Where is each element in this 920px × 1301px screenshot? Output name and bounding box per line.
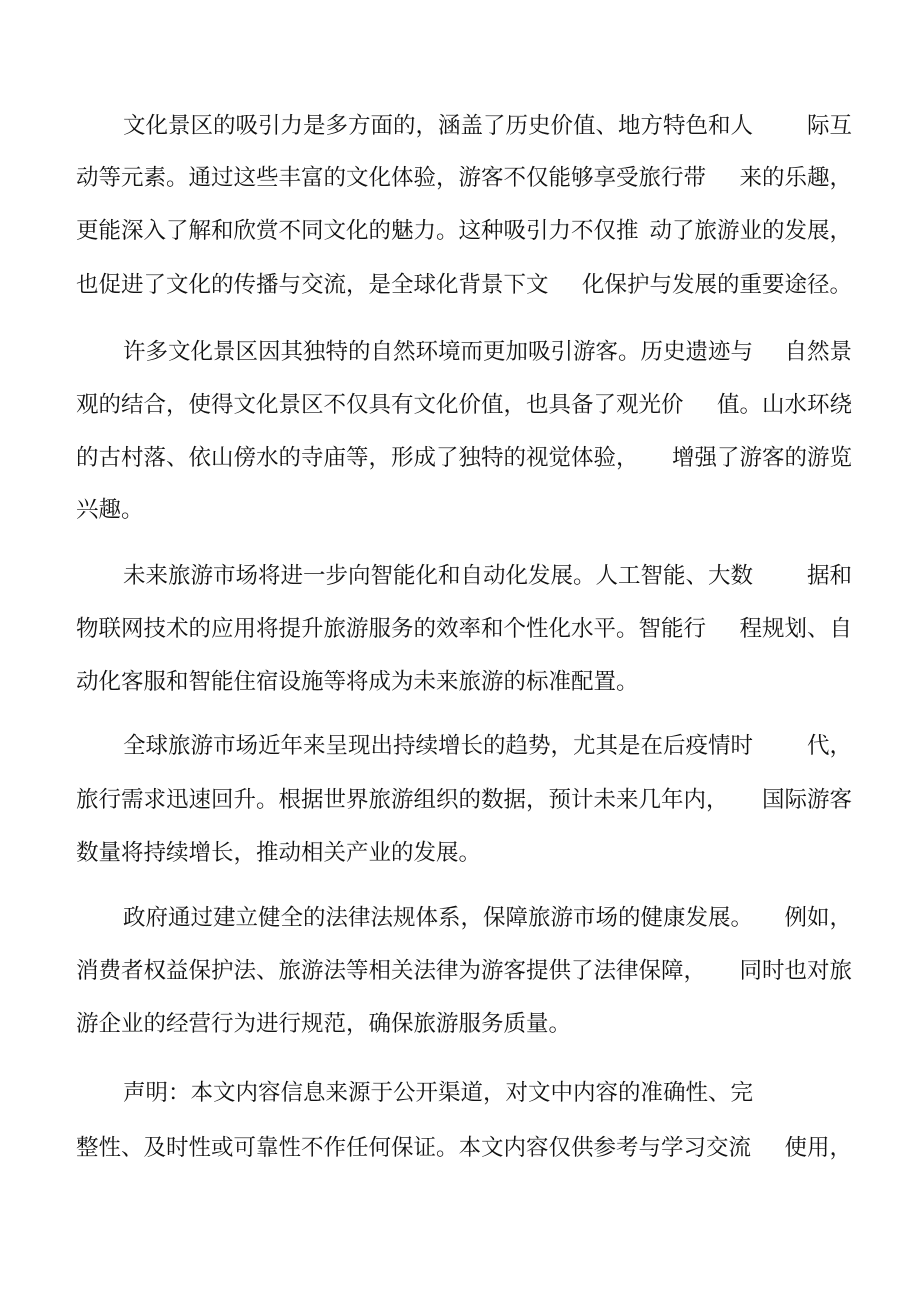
text-segment: 整性、及时性或可靠性不作任何保证。本文内容仅供参考与学习交流 [76, 1135, 752, 1161]
text-segment: 全球旅游市场近年来呈现出持续增长的趋势，尤其是在后疫情时 [123, 733, 754, 759]
paragraph-4-line-3 [76, 838, 852, 868]
text-segment: 国际游客 [761, 787, 852, 813]
text-segment: 增强了游客的游览 [671, 445, 852, 471]
paragraph-1-line-3 [76, 216, 852, 246]
paragraph-3-line-3 [76, 667, 852, 697]
text-segment: 许多文化景区因其独特的自然环境而更加吸引游客。历史遗迹与 [123, 339, 754, 365]
text-segment: 际互 [806, 113, 852, 139]
text-segment: 游企业的经营行为进行规范，确保旅游服务质量。 [76, 1011, 572, 1037]
text-segment: 政府通过建立健全的法律法规体系，保障旅游市场的健康发展。 [123, 905, 754, 931]
text-segment: 程规划、自 [739, 616, 852, 642]
text-segment: 声明：本文内容信息来源于公开渠道，对文中内容的准确性、完 [123, 1080, 754, 1106]
text-segment: 据和 [806, 563, 852, 589]
text-segment: 消费者权益保护法、旅游法等相关法律为游客提供了法律保障， [76, 958, 707, 984]
disclaimer-line-2 [76, 1133, 852, 1163]
text-segment: 观的结合，使得文化景区不仅具有文化价值，也具备了观光价 [76, 392, 684, 418]
text-segment: 的古村落、依山傍水的寺庙等，形成了独特的视觉体验， [76, 445, 639, 471]
text-segment: 代， [806, 733, 852, 759]
paragraph-3-line-2 [76, 614, 852, 644]
paragraph-1-line-2 [76, 163, 852, 193]
text-segment: 文化景区的吸引力是多方面的，涵盖了历史价值、地方特色和人 [123, 113, 754, 139]
text-segment: 未来旅游市场将进一步向智能化和自动化发展。人工智能、大数 [123, 563, 754, 589]
paragraph-5-line-3 [76, 1009, 852, 1039]
text-segment: 更能深入了解和欣赏不同文化的魅力。这种吸引力不仅推 [76, 218, 639, 244]
text-segment: 旅行需求迅速回升。根据世界旅游组织的数据，预计未来几年内， [76, 787, 729, 813]
text-segment: 动化客服和智能住宿设施等将成为未来旅游的标准配置。 [76, 669, 639, 695]
paragraph-1-line-1 [123, 111, 852, 141]
paragraph-5-line-2 [76, 956, 852, 986]
text-segment: 数量将持续增长，推动相关产业的发展。 [76, 840, 482, 866]
text-segment: 物联网技术的应用将提升旅游服务的效率和个性化水平。智能行 [76, 616, 707, 642]
paragraph-2-line-3 [76, 443, 852, 473]
text-segment: 来的乐趣， [739, 165, 852, 191]
paragraph-4-line-2 [76, 785, 852, 815]
text-segment: 也促进了文化的传播与交流，是全球化背景下文 [76, 272, 549, 298]
disclaimer-line-1 [123, 1078, 852, 1108]
text-segment: 同时也对旅 [739, 958, 852, 984]
text-segment: 值。山水环绕 [716, 392, 852, 418]
paragraph-5-line-1 [123, 903, 852, 933]
text-segment: 化保护与发展的重要途径。 [581, 272, 852, 298]
text-segment: 动了旅游业的发展， [649, 218, 852, 244]
text-segment: 兴趣。 [76, 497, 144, 523]
paragraph-1-line-4 [76, 270, 852, 300]
paragraph-2-line-2 [76, 390, 852, 420]
paragraph-4-line-1 [123, 731, 852, 761]
text-segment: 自然景 [784, 339, 852, 365]
text-segment: 例如， [784, 905, 852, 931]
text-segment: 动等元素。通过这些丰富的文化体验，游客不仅能够享受旅行带 [76, 165, 707, 191]
paragraph-2-line-1 [123, 337, 852, 367]
paragraph-2-line-4 [76, 495, 852, 525]
paragraph-3-line-1 [123, 561, 852, 591]
text-segment: 使用， [784, 1135, 852, 1161]
